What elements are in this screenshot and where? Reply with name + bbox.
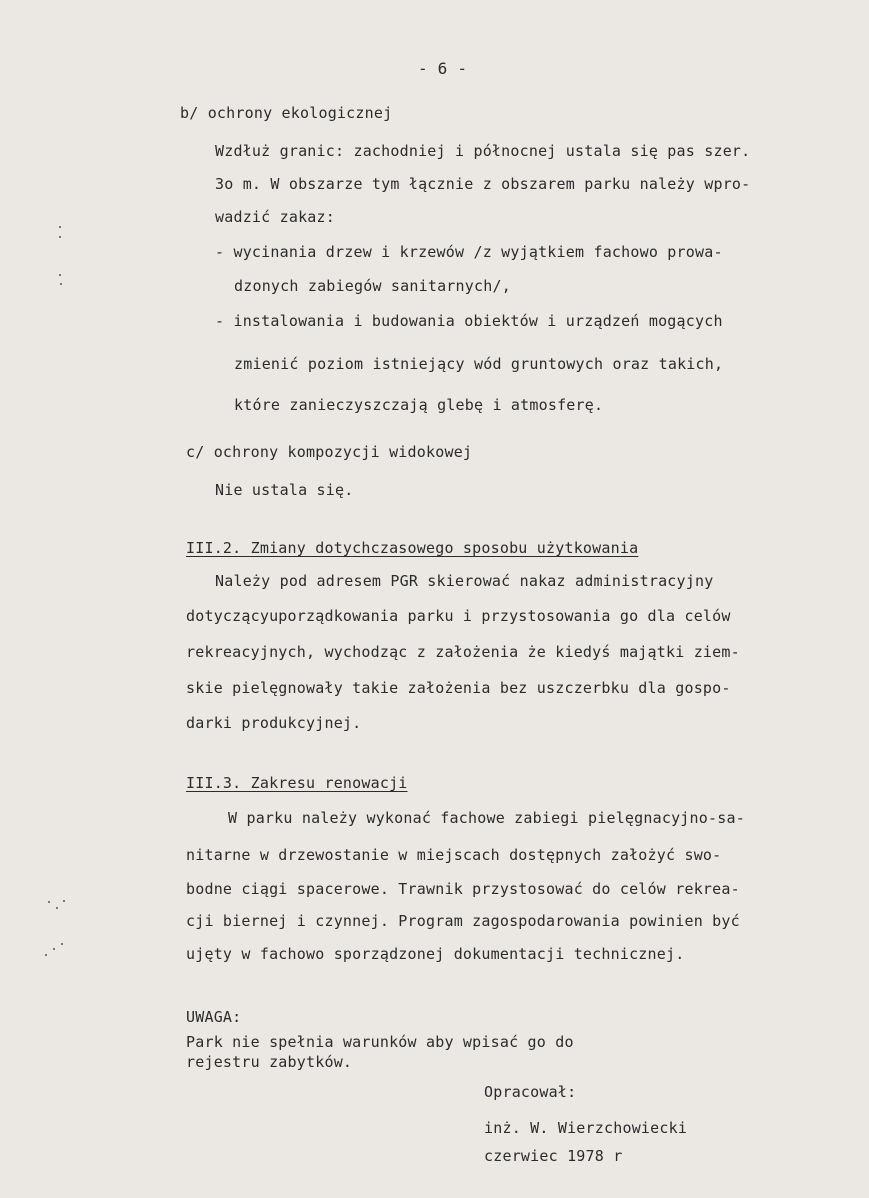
section-iii3-line: cji biernej i czynnej. Program zagospodarowania powinien być — [186, 912, 740, 930]
section-b-line: Wzdłuż granic: zachodniej i północnej ustala się pas szer. — [215, 142, 751, 160]
section-b-heading: b/ ochrony ekologicznej — [180, 104, 393, 122]
margin-speck — [59, 226, 61, 228]
section-b-line: - wycinania drzew i krzewów /z wyjątkiem fachowo prowa- — [215, 243, 723, 261]
note-label: UWAGA: — [186, 1008, 242, 1026]
margin-speck — [59, 274, 61, 276]
margin-speck — [45, 954, 47, 956]
section-iii2-line: rekreacyjnych, wychodząc z założenia że kiedyś majątki ziem- — [186, 643, 740, 661]
section-c-line: Nie ustala się. — [215, 481, 354, 499]
margin-speck — [60, 283, 62, 285]
note-line: rejestru zabytków. — [186, 1053, 353, 1071]
signature-date: czerwiec 1978 r — [484, 1147, 623, 1165]
section-iii3-line: W parku należy wykonać fachowe zabiegi pielęgnacyjno-sa- — [228, 809, 745, 827]
section-iii3-line: bodne ciągi spacerowe. Trawnik przystosować do celów rekrea- — [186, 880, 740, 898]
section-b-line: dzonych zabiegów sanitarnych/, — [234, 277, 511, 295]
section-b-line: 3o m. W obszarze tym łącznie z obszarem parku należy wpro- — [215, 175, 751, 193]
section-iii2-line: darki produkcyjnej. — [186, 714, 362, 732]
page-number: - 6 - — [418, 59, 468, 78]
section-b-line: - instalowania i budowania obiektów i urządzeń mogących — [215, 312, 723, 330]
margin-speck — [61, 943, 63, 945]
section-b-line: zmienić poziom istniejący wód gruntowych oraz takich, — [234, 355, 724, 373]
section-iii3-line: ujęty w fachowo sporządzonej dokumentacji technicznej. — [186, 945, 685, 963]
section-iii2-line: Należy pod adresem PGR skierować nakaz administracyjny — [215, 572, 714, 590]
margin-speck — [56, 907, 58, 909]
section-iii3-heading: III.3. Zakresu renowacji — [186, 774, 408, 792]
section-b-line: wadzić zakaz: — [215, 208, 335, 226]
signature-label: Opracował: — [484, 1083, 577, 1101]
section-b-line: które zanieczyszczają glebę i atmosferę. — [234, 396, 604, 414]
section-c-heading: c/ ochrony kompozycji widokowej — [186, 443, 473, 461]
section-iii2-heading: III.2. Zmiany dotychczasowego sposobu użytkowania — [186, 539, 639, 557]
margin-speck — [48, 901, 50, 903]
signature-name: inż. W. Wierzchowiecki — [484, 1119, 688, 1137]
section-iii2-line: skie pielęgnowały takie założenia bez uszczerbku dla gospo- — [186, 679, 731, 697]
margin-speck — [59, 236, 61, 238]
section-iii2-line: dotyczącyuporządkowania parku i przystosowania go dla celów — [186, 607, 731, 625]
note-line: Park nie spełnia warunków aby wpisać go do — [186, 1033, 574, 1051]
margin-speck — [63, 900, 65, 902]
margin-speck — [53, 948, 55, 950]
section-iii3-line: nitarne w drzewostanie w miejscach dostępnych założyć swo- — [186, 846, 722, 864]
